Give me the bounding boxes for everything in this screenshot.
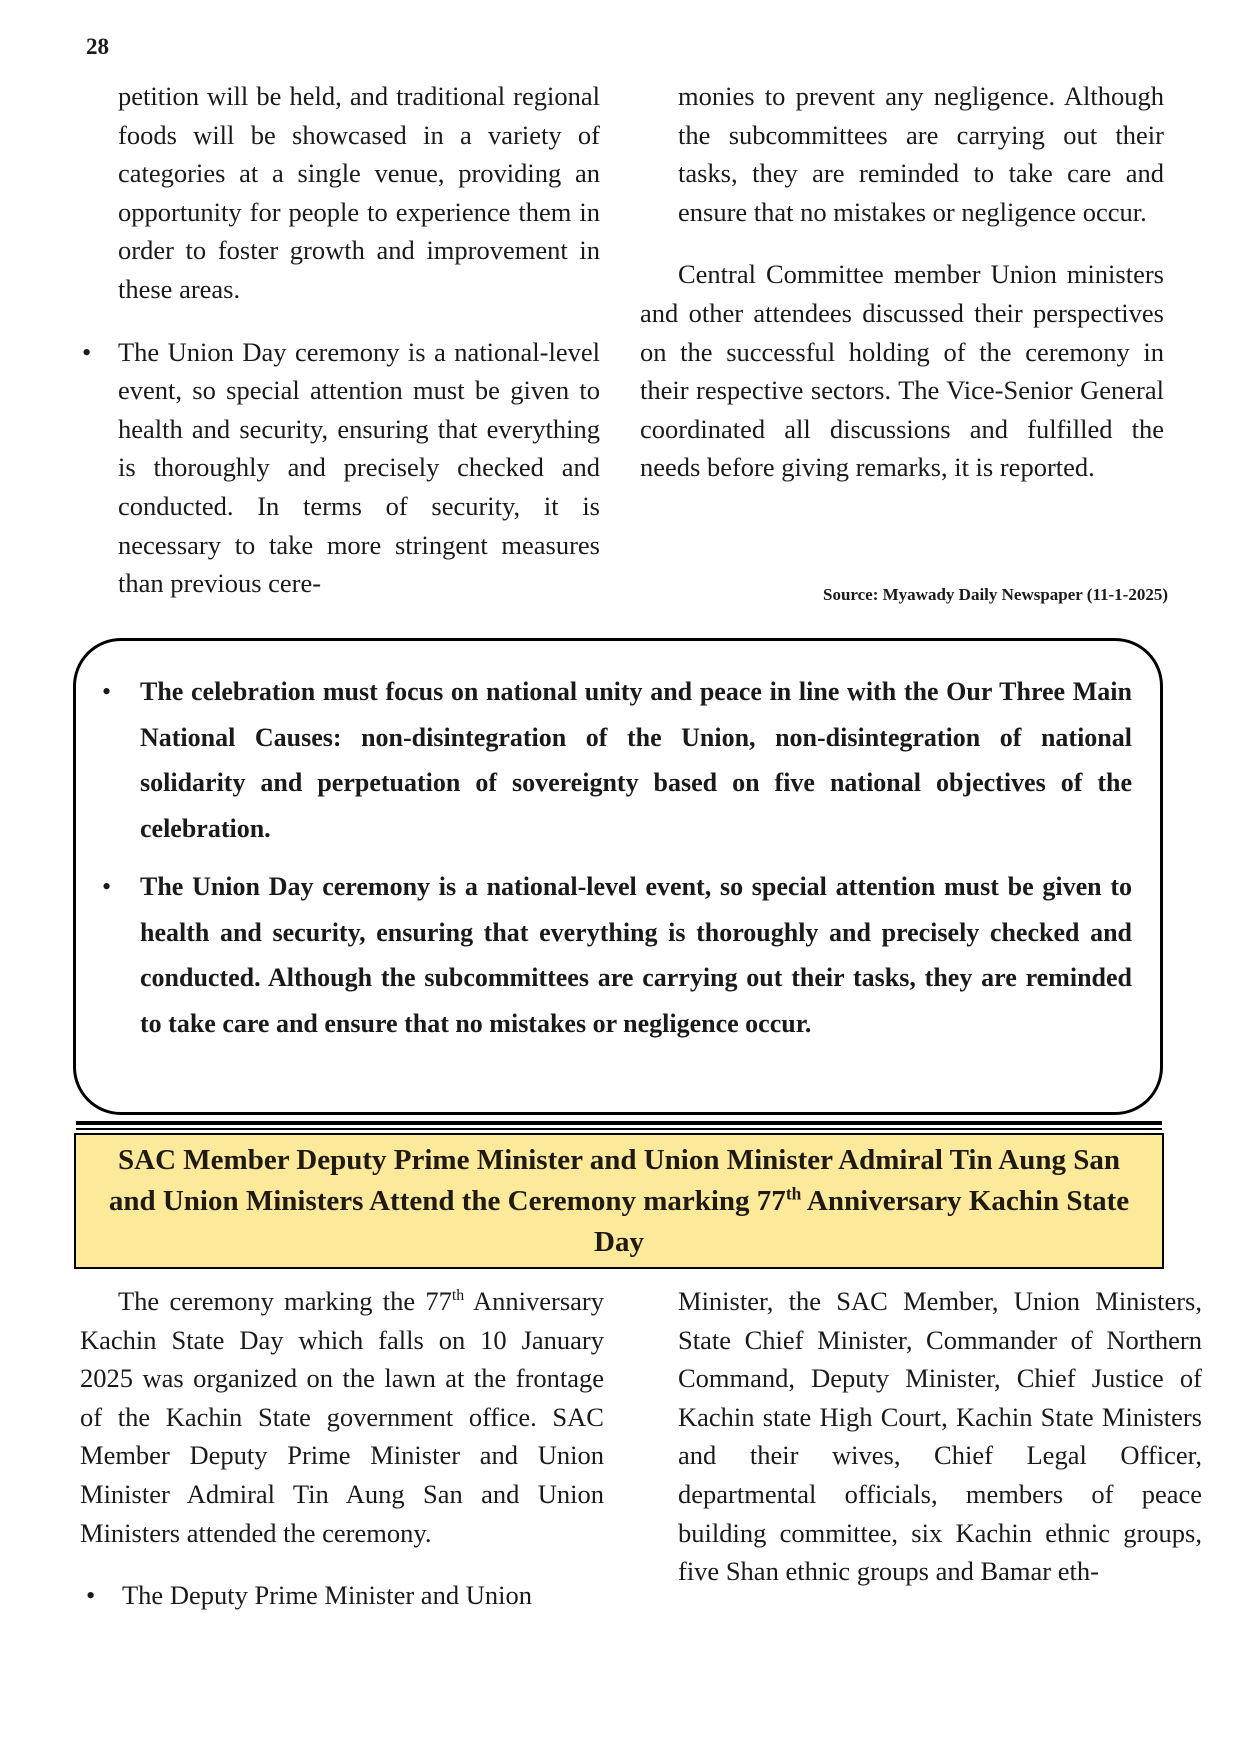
highlight-item: • The Union Day ceremony is a national-level event, so special attention must be given to health and security, ensuring that everything is thoroughly and precisely checked and conducted. Although the subcommittees are carrying out their tasks, they are reminded to take care and ensure that no mistakes or negligence occur. xyxy=(140,864,1132,1046)
paragraph-continuation: petition will be held, and traditional regional foods will be showcased in a variety of categories at a single venue, providing an opportunity for people to experience them in order to foster growth and improvement in these areas. xyxy=(118,81,600,304)
column-bottom-right xyxy=(678,1282,1202,1591)
column-top-right xyxy=(640,77,1164,487)
article-headline: SAC Member Deputy Prime Minister and Union Minister Admiral Tin Aung San and Union Ministers Attend the Ceremony marking 77th Anniversary Kachin State Day xyxy=(108,1143,1130,1258)
bullet-item: • The Union Day ceremony is a national-level event, so special attention must be given to health and security, ensuring that everything is thoroughly and precisely checked and conducted. In terms of security, it is necessary to take more stringent measures than previous cere- xyxy=(76,333,600,603)
bullet-item: • The Deputy Prime Minister and Union xyxy=(80,1576,604,1615)
article-headline-box xyxy=(74,1133,1164,1269)
highlight-box xyxy=(73,638,1163,1115)
column-top-left xyxy=(76,77,600,603)
paragraph: The ceremony marking the 77th Anniversary Kachin State Day which falls on 10 January 2025 was organized on the lawn at the frontage of the Kachin State government office. SAC Member Deputy Prime Minister and Union Minister Admiral Tin Aung San and Union Ministers attended the ceremony. xyxy=(80,1286,605,1548)
paragraph: Minister, the SAC Member, Union Ministers, State Chief Minister, Commander of Northern Command, Deputy Minister, Chief Justice of Kachin state High Court, Kachin State Ministers and their wives, Chief Legal Officer, departmental officials, members of peace building committee, six Kachin ethnic groups, five Shan ethnic groups and Bamar eth- xyxy=(678,1286,1202,1587)
highlight-item: • The celebration must focus on national unity and peace in line with the Our Three Main National Causes: non-disintegration of the Union, non-disintegration of national solidarity and perpetuation of sovereignty based on five national objectives of the celebration. xyxy=(140,669,1132,851)
column-bottom-left xyxy=(80,1282,604,1615)
divider-thick xyxy=(76,1121,1162,1125)
source-citation: Source: Myawady Daily Newspaper (11-1-2025) xyxy=(822,585,1168,604)
paragraph: Central Committee member Union ministers and other attendees discussed their perspectives on the successful holding of the ceremony in their respective sectors. The Vice-Senior General coordinated all discussions and fulfilled the needs before giving remarks, it is reported. xyxy=(640,259,1164,483)
page-number: 28 xyxy=(86,34,109,59)
paragraph-continuation: monies to prevent any negligence. Although the subcommittees are carrying out their tasks, they are reminded to take care and ensure that no mistakes or negligence occur. xyxy=(678,81,1164,227)
highlight-list xyxy=(76,641,1160,1046)
divider-thin xyxy=(76,1128,1162,1130)
